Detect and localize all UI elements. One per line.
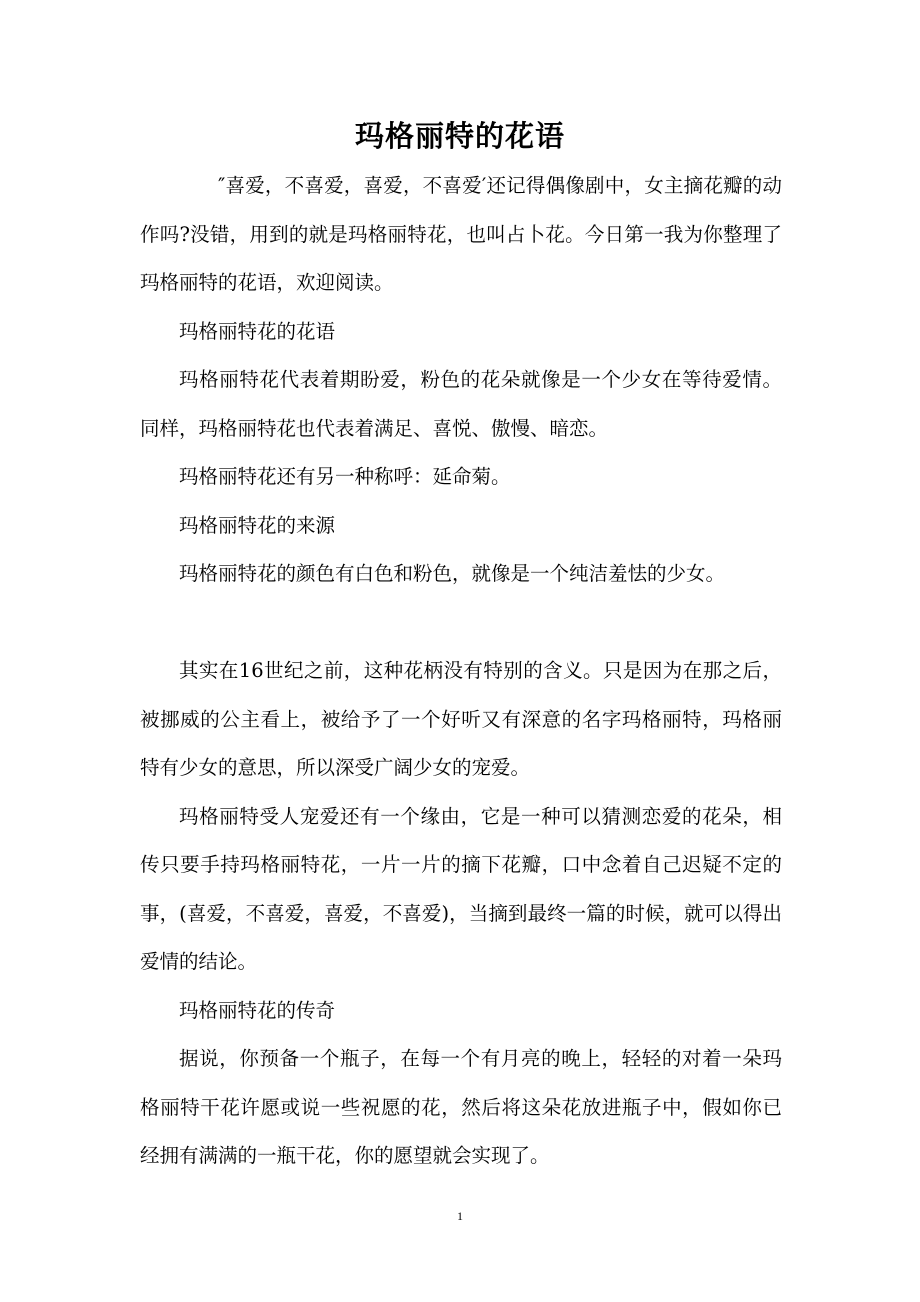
document-title: 玛格丽特的花语 xyxy=(354,119,565,153)
paragraph-alias: 玛格丽特花还有另一种称呼：延命菊。 xyxy=(179,465,511,488)
paragraph-meaning: 玛格丽特花代表着期盼爱，粉色的花朵就像是一个少女在等待爱情。同样，玛格丽特花也代表着满足、喜悦、傲慢、暗恋。 xyxy=(140,368,782,440)
paragraph-love-divination: 玛格丽特受人宠爱还有一个缘由，它是一种可以猜测恋爱的花朵，相传只要手持玛格丽特花，一片一片的摘下花瓣，口中念着自己迟疑不定的事，(喜爱，不喜爱，喜爱，不喜爱)，当摘到最终一篇的时候，就可以得出爱情的结论。 xyxy=(140,804,782,973)
section-heading-origin: 玛格丽特花的来源 xyxy=(179,513,336,537)
section-heading-legend: 玛格丽特花的传奇 xyxy=(179,998,336,1022)
paragraph-colors: 玛格丽特花的颜色有白色和粉色，就像是一个纯洁羞怯的少女。 xyxy=(179,562,726,585)
section-heading-flower-language: 玛格丽特花的花语 xyxy=(179,319,336,343)
paragraph-wish: 据说，你预备一个瓶子，在每一个有月亮的晚上，轻轻的对着一朵玛格丽特干花许愿或说一些祝愿的花，然后将这朵花放进瓶子中，假如你已经拥有满满的一瓶干花，你的愿望就会实现了。 xyxy=(140,1047,782,1167)
paragraph-history: 其实在16世纪之前，这种花柄没有特别的含义。只是因为在那之后，被挪威的公主看上，被给予了一个好听又有深意的名字玛格丽特，玛格丽特有少女的意思，所以深受广阔少女的宠爱。 xyxy=(140,659,782,779)
intro-paragraph: ″喜爱，不喜爱，喜爱，不喜爱′还记得偶像剧中，女主摘花瓣的动作吗?没错，用到的就是玛格丽特花，也叫占卜花。今日第一我为你整理了玛格丽特的花语，欢迎阅读。 xyxy=(140,174,782,294)
page-number: 1 xyxy=(457,1209,463,1223)
document-body xyxy=(140,162,782,1181)
blank-line xyxy=(140,599,782,648)
